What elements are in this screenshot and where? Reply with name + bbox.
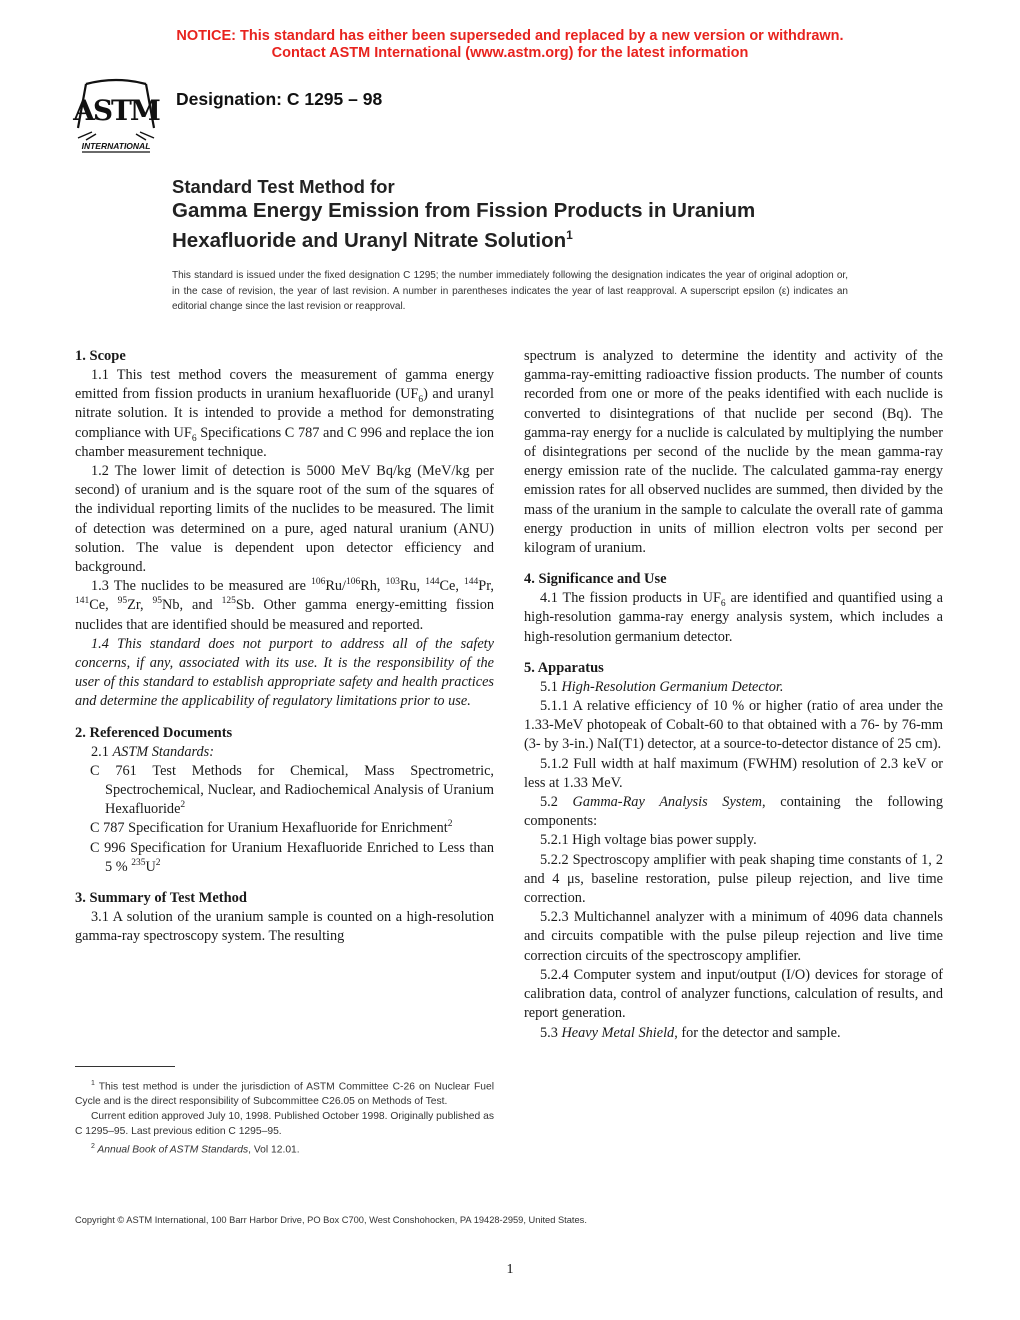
para-5-2: 5.2 Gamma-Ray Analysis System, containing the following components: (524, 794, 943, 830)
nuclide-6: $^{95}$Zr, (117, 596, 153, 614)
reference-c761: C 761 Test Methods for Chemical, Mass Spectrometric, Spectrochemical, Nuclear, and Radiochemical Analysis of Uranium Hexafluoride$^2$ (90, 762, 494, 818)
para-1-2: 1.2 The lower limit of detection is 5000 MeV Bq/kg (MeV/kg per second) of uranium and is the square root of the sum of the squares of the individual reporting limits of the nuclides to be measured. The limit of detection was determined on a pure, aged natural uranium (ANU) solution. The value is dependent upon detector efficiency and background. (75, 463, 494, 576)
para-4-1: 4.1 The fission products in $UF_6$ are identified and quantified using a high-resolution gamma-ray energy analysis system, which includes a high-resolution germanium detector. (524, 590, 943, 645)
para-3-1: 3.1 A solution of the uranium sample is counted on a high-resolution gamma-ray spectroscopy system. The resulting (75, 909, 494, 945)
para-1-1: 1.1 This test method covers the measurement of gamma energy emitted from fission products in uranium hexafluoride $(UF_6)$ and uranyl nitrate solution. It is intended to provide a method for demonstrating compliance with $UF_6$ Specifications C 787 and C 996 and replace the ion chamber measurement technique. (75, 367, 494, 460)
nuclide-8: $^{125}$Sb (221, 596, 251, 614)
section-summary-heading: 3. Summary of Test Method (75, 890, 247, 907)
document-title (172, 175, 892, 253)
notice-line-1: NOTICE: This standard has either been superseded and replaced by a new version or withdrawn. (176, 28, 844, 44)
notice-line-2: Contact ASTM International (www.astm.org) for the latest information (271, 45, 749, 61)
para-5-3: 5.3 Heavy Metal Shield, for the detector and sample. (540, 1024, 841, 1041)
issuance-note: This standard is issued under the fixed designation C 1295; the number immediately following the designation indicates the year of original adoption or, in the case of revision, the year of last revision. A number in parentheses indicates the year of last reapproval. A superscript epsilon (ε) indicates an editorial change since the last revision or reapproval. (172, 270, 848, 312)
para-3-1-continued: spectrum is analyzed to determine the identity and activity of the gamma-ray-emitting radioactive fission products. The number of counts recorded from one or more of the peaks identified with each nuclide is converted to disintegrations of that nuclide per second (Bq). The gamma-ray energy for a nuclide is calculated by multiplying the number of disintegrations per second of the nuclide by the mean gamma-ray energy emission rate of the nuclide. The calculated gamma-ray energy emission rates for all observed nuclides are summed, then divided by the mass of the uranium in the sample to calculate the overall rate of gamma energy production in units of million electron volts per second per kilogram of uranium. (524, 348, 943, 557)
para-1-3: 1.3 The nuclides to be measured are $^{106}$Ru/$^{106}$Rh, $^{103}$Ru, $^{144}$Ce, $^{144}$Pr, $^{141}$Ce, $^{95}$Zr, $^{95}$Nb, and $^{125}$Sb. Other gamma energy-emitting fission nuclides that are identified should be measured and reported. (75, 577, 495, 633)
nuclide-1: $^{106}$Rh, (345, 577, 386, 595)
copyright-line: Copyright © ASTM International, 100 Barr Harbor Drive, PO Box C700, West Conshohocken, PA 19428-2959, United States. (75, 1215, 587, 1225)
section-referenced-heading: 2. Referenced Documents (75, 724, 233, 741)
para-5-1-2: 5.1.2 Full width at half maximum (FWHM) resolution of 2.3 keV or less at 1.33 MeV. (524, 755, 943, 791)
nuclide-7: $^{95}$Nb, and (152, 596, 222, 614)
right-column (524, 347, 943, 1043)
left-column (75, 347, 494, 946)
footnote-divider (75, 1066, 175, 1067)
notice-banner (0, 28, 1020, 62)
footnote-1: $^1$ This test method is under the jurisdiction of ASTM Committee C-26 on Nuclear Fuel Cycle and is the direct responsibility of Subcommittee C26.05 on Methods of Test. (75, 1080, 494, 1108)
logo-caption: INTERNATIONAL (81, 141, 151, 151)
para-2-1: 2.1 ASTM Standards: (91, 743, 214, 760)
para-1-4: 1.4 This standard does not purport to address all of the safety concerns, if any, associated with its use. It is the responsibility of the user of this standard to establish appropriate safety and health practices and determine the applicability of regulatory limitations prior to use. (75, 635, 494, 710)
section-scope-heading: 1. Scope (75, 348, 126, 364)
footnote-1-edition: Current edition approved July 10, 1998. Published October 1998. Originally published as C 1295–95. Last previous edition C 1295–95. (75, 1111, 494, 1138)
title-footnote-mark: 1 (566, 228, 573, 242)
designation: Designation: C 1295 – 98 (176, 89, 383, 109)
para-5-1-1: 5.1.1 A relative efficiency of 10 % or higher (ratio of area under the 1.33-MeV photopeak of Cobalt-60 to that obtained with a 76- by 76-mm (3- by 3-in.) NaI(T1) detector, at a source-to-detector distance of 25 cm). (524, 698, 943, 753)
para-5-2-3: 5.2.3 Multichannel analyzer with a minimum of 4096 data channels and circuits compatible with the pulse pileup rejection and live time correction circuits of the spectroscopy amplifier. (524, 909, 943, 964)
title-line-3: Hexafluoride and Uranyl Nitrate Solution (172, 228, 567, 252)
reference-c996: C 996 Specification for Uranium Hexafluoride Enriched to Less than 5 % $^{235}U^2$ (90, 839, 494, 875)
nuclide-5: $^{141}$Ce, (75, 596, 118, 614)
nuclide-0: $^{106}$Ru/ (311, 577, 346, 595)
nuclide-2: $^{103}$Ru, (385, 577, 426, 595)
nuclide-4: $^{144}$Pr, (464, 577, 495, 595)
para-5-1: 5.1 High-Resolution Germanium Detector. (540, 678, 784, 695)
section-significance-heading: 4. Significance and Use (524, 571, 667, 588)
logo-letters: ASTM (73, 94, 159, 127)
footnote-2: $^2$ Annual Book of ASTM Standards, Vol 12.01. (91, 1143, 300, 1156)
para-5-2-1: 5.2.1 High voltage bias power supply. (540, 832, 757, 849)
nuclide-3: $^{144}$Ce, (425, 577, 465, 595)
footnotes (75, 1076, 494, 1158)
reference-c787: C 787 Specification for Uranium Hexafluoride for Enrichment$^2$ (90, 819, 453, 837)
para-5-2-2: 5.2.2 Spectroscopy amplifier with peak shaping time constants of 1, 2 and 4 μs, baseline restoration, pulse pileup rejection, and live time correction. (524, 851, 943, 907)
title-line-2: Gamma Energy Emission from Fission Products in Uranium (172, 199, 756, 222)
para-5-2-4: 5.2.4 Computer system and input/output (I/O) devices for storage of calibration data, control of analyzer functions, calculation of results, and report generation. (524, 966, 943, 1022)
page-number: 1 (506, 1262, 514, 1277)
title-line-1: Standard Test Method for (172, 176, 395, 197)
astm-logo (68, 74, 164, 156)
section-apparatus-heading: 5. Apparatus (524, 659, 604, 676)
